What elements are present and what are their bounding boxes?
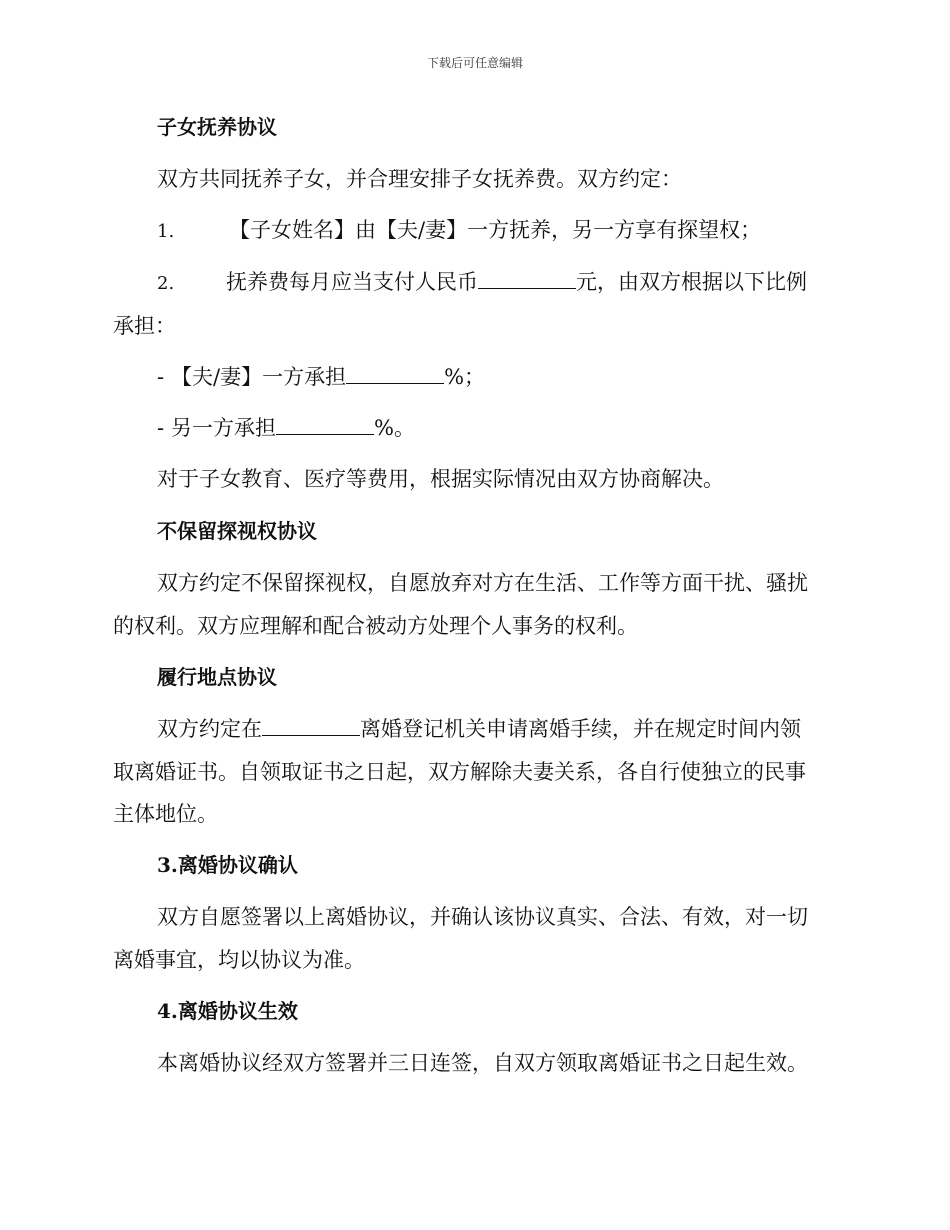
amount-blank[interactable]: [478, 268, 576, 289]
location-para-line-3: 主体地位。: [113, 802, 218, 826]
share1-blank[interactable]: [346, 363, 444, 384]
custody-intro: 双方共同抚养子女，并合理安排子女抚养费。双方约定：: [157, 167, 682, 191]
item-text: 【子女姓名】由【夫/妻】一方抚养，另一方享有探望权；: [229, 218, 762, 242]
visitation-para-line-1: 双方约定不保留探视权，自愿放弃对方在生活、工作等方面干扰、骚扰: [157, 571, 808, 595]
share-unit: %；: [444, 365, 486, 389]
item-text: 元，由双方根据以下比例: [576, 270, 807, 294]
item-number: 1.: [157, 221, 175, 242]
item-number: 2.: [157, 273, 175, 294]
location-text: 双方约定在: [157, 717, 262, 741]
location-para-line-2: 取离婚证书。自领取证书之日起，双方解除夫妻关系，各自行使独立的民事: [113, 760, 806, 784]
item-text: 抚养费每月应当支付人民币: [226, 270, 478, 294]
page-header-note: 下载后可任意编辑: [426, 56, 523, 70]
heading-confirm: 3.离婚协议确认: [157, 853, 298, 877]
confirm-para-line-1: 双方自愿签署以上离婚协议，并确认该协议真实、合法、有效，对一切: [157, 905, 808, 929]
share2-blank[interactable]: [276, 414, 374, 435]
share-line-2: [157, 413, 415, 443]
location-para-line-1: [157, 714, 801, 744]
custody-note: 对于子女教育、医疗等费用，根据实际情况由双方协商解决。: [157, 467, 724, 491]
location-blank[interactable]: [262, 715, 360, 736]
location-text: 离婚登记机关申请离婚手续，并在规定时间内领: [360, 717, 801, 741]
heading-custody: 子女抚养协议: [157, 115, 277, 139]
custody-item-2: [157, 267, 807, 299]
heading-location: 履行地点协议: [157, 665, 277, 689]
custody-item-2-cont: 承担：: [113, 314, 176, 338]
effective-para-line-1: 本离婚协议经双方签署并三日连签，自双方领取离婚证书之日起生效。: [157, 1051, 808, 1075]
heading-effective: 4.离婚协议生效: [157, 999, 298, 1023]
dash: -: [157, 416, 165, 440]
heading-visitation: 不保留探视权协议: [157, 519, 317, 543]
share-text: 【夫/妻】一方承担: [171, 365, 347, 389]
share-line-1: [157, 362, 485, 392]
confirm-para-line-2: 离婚事宜，均以协议为准。: [113, 948, 365, 972]
custody-item-1: [157, 215, 761, 247]
dash: -: [157, 365, 165, 389]
share-unit: %。: [374, 416, 415, 440]
share-text: 另一方承担: [171, 416, 276, 440]
visitation-para-line-2: 的权利。双方应理解和配合被动方处理个人事务的权利。: [113, 614, 638, 638]
